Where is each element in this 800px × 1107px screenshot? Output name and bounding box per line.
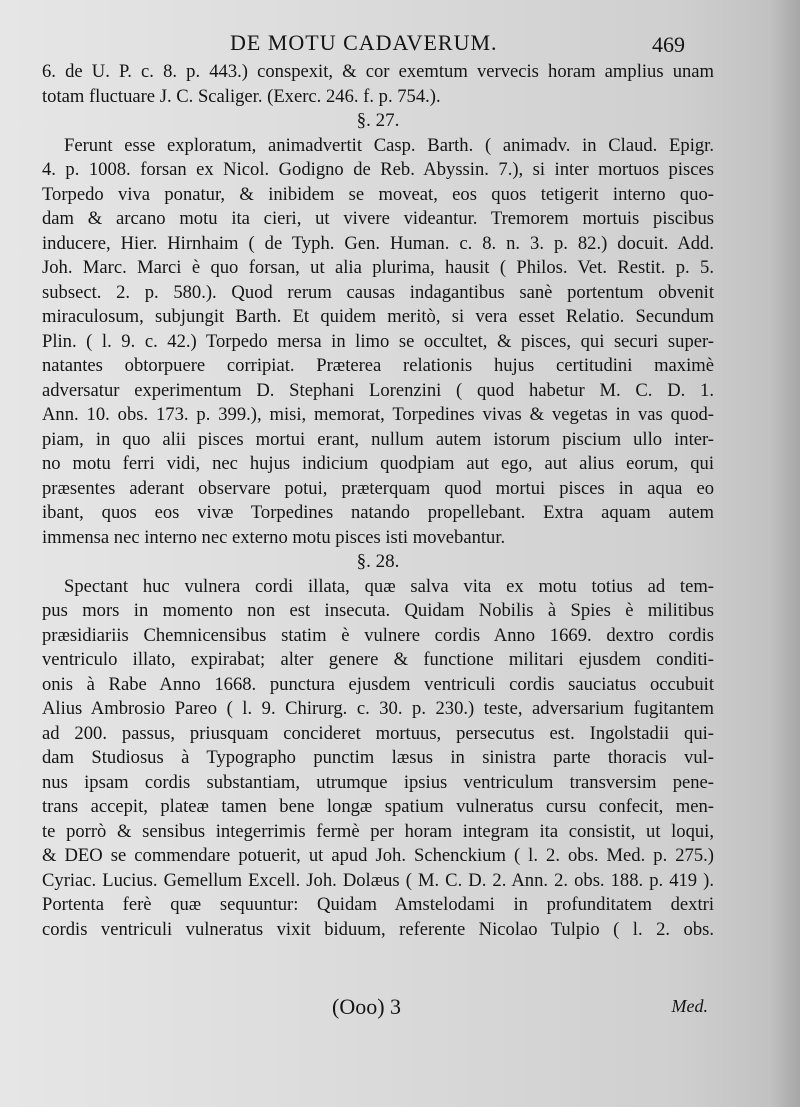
text-line: cordis ventriculi vulneratus vixit biduum, referente Nicolao Tulpio ( l. 2. obs. bbox=[42, 918, 714, 940]
text-line: præsidiariis Chemnicensibus statim è vulnere cordis Anno 1669. dextro cordis bbox=[42, 624, 714, 646]
text-line: 4. p. 1008. forsan ex Nicol. Godigno de Reb. Abyssin. 7.), si inter mortuos pisces bbox=[42, 159, 714, 180]
page-footer bbox=[42, 994, 714, 1024]
page-edge-shadow bbox=[770, 0, 800, 1107]
text-line: Ann. 10. obs. 173. p. 399.), misi, memorat, Torpedines vivas & vegetas in vas quod- bbox=[42, 404, 714, 425]
text-line: Torpedo viva ponatur, & inibidem se moveat, eos quos tetigerit interno quo- bbox=[42, 183, 714, 205]
text-line: trans accepit, plateæ tamen bene longæ spatium vulneratus cursu confecit, men- bbox=[42, 796, 714, 817]
text-line: piam, in quo alii pisces mortui erant, nullum autem istorum piscium ullo inter- bbox=[42, 428, 714, 450]
text-line: no motu ferri vidi, nec hujus indicium quodpiam aut ego, aut alius eorum, qui bbox=[42, 453, 714, 474]
signature-mark: (Ooo) 3 bbox=[332, 994, 402, 1019]
text-line: Alius Ambrosio Pareo ( l. 9. Chirurg. c. 30. p. 230.) teste, adversarium fugitantem bbox=[42, 698, 714, 719]
text-line: miraculosum, subjungit Barth. Et quidem meritò, si vera esset Relatio. Secundum bbox=[42, 306, 714, 327]
text-line: 6. de U. P. c. 8. p. 443.) conspexit, & cor exemtum vervecis horam amplius unam bbox=[42, 61, 714, 82]
text-line: inducere, Hier. Hirnhaim ( de Typh. Gen. Human. c. 8. n. 3. p. 82.) docuit. Add. bbox=[42, 232, 714, 254]
text-line: Plin. ( l. 9. c. 42.) Torpedo mersa in limo se occultet, & pisces, qui securi super- bbox=[42, 330, 714, 352]
text-line: præsentes aderant observare potui, præterquam quod mortui pisces in aqua eo bbox=[42, 477, 714, 499]
text-line: natantes obtorpuere corripiat. Præterea relationis hujus certitudini maximè bbox=[42, 355, 714, 376]
text-line: adversatur experimentum D. Stephani Lorenzini ( quod habetur M. C. D. 1. bbox=[42, 379, 714, 401]
text-line: te porrò & sensibus integerrimis fermè per horam integram ita consistit, ut loqui, bbox=[42, 820, 714, 842]
text-line: Ferunt esse exploratum, animadvertit Casp. Barth. ( animadv. in Claud. Epigr. bbox=[64, 134, 714, 156]
text-line: totam fluctuare J. C. Scaliger. (Exerc. 246. f. p. 754.). bbox=[42, 85, 441, 107]
text-line: immensa nec interno nec externo motu pisces isti movebantur. bbox=[42, 526, 506, 548]
text-line: subsect. 2. p. 580.). Quod rerum causas indagantibus sanè portentum obvenit bbox=[42, 281, 714, 303]
text-line: Cyriac. Lucius. Gemellum Excell. Joh. Dolæus ( M. C. D. 2. Ann. 2. obs. 188. p. 419 ). bbox=[42, 869, 714, 891]
page-number: 469 bbox=[652, 32, 685, 57]
catchword: Med. bbox=[671, 996, 708, 1016]
running-header bbox=[0, 30, 800, 60]
text-line: Spectant huc vulnera cordi illata, quæ salva vita ex motu totius ad tem- bbox=[64, 575, 714, 597]
section-heading: §. 27. bbox=[356, 110, 400, 131]
text-line: ad 200. passus, priusquam concideret mortuus, persecutus est. Ingolstadii qui- bbox=[42, 722, 714, 744]
section-heading: §. 28. bbox=[356, 551, 400, 572]
text-line: dam Studiosus à Typographo punctim læsus in sinistra parte thoracis vul- bbox=[42, 747, 714, 768]
text-line: pus mors in momento non est insecuta. Quidam Nobilis à Spies è militibus bbox=[42, 600, 714, 621]
text-line: nus ipsam cordis substantiam, utrumque ipsius ventriculum transversim pene- bbox=[42, 771, 714, 793]
text-line: onis à Rabe Anno 1668. punctura ejusdem ventriculi cordis sauciatus occubuit bbox=[42, 673, 714, 695]
text-line: & DEO se commendare potuerit, ut apud Joh. Schenckium ( l. 2. obs. Med. p. 275.) bbox=[42, 845, 714, 866]
running-title: DE MOTU CADAVERUM. bbox=[230, 30, 498, 55]
text-line: dam & arcano motu ita cieri, ut vivere videantur. Tremorem mortuis piscibus bbox=[42, 208, 714, 229]
text-line: Joh. Marc. Marci è quo forsan, ut alia plurima, hausit ( Philos. Vet. Restit. p. 5. bbox=[42, 257, 714, 278]
text-line: ventriculo illato, expirabat; alter genere & functione militari ejusdem conditi- bbox=[42, 649, 714, 670]
text-line: ibant, quos eos vivæ Torpedines natando propellebant. Extra aquam autem bbox=[42, 502, 714, 523]
text-line: Portenta ferè quæ sequuntur: Quidam Amstelodami in profunditatem dextri bbox=[42, 894, 714, 915]
body-text bbox=[42, 60, 714, 942]
